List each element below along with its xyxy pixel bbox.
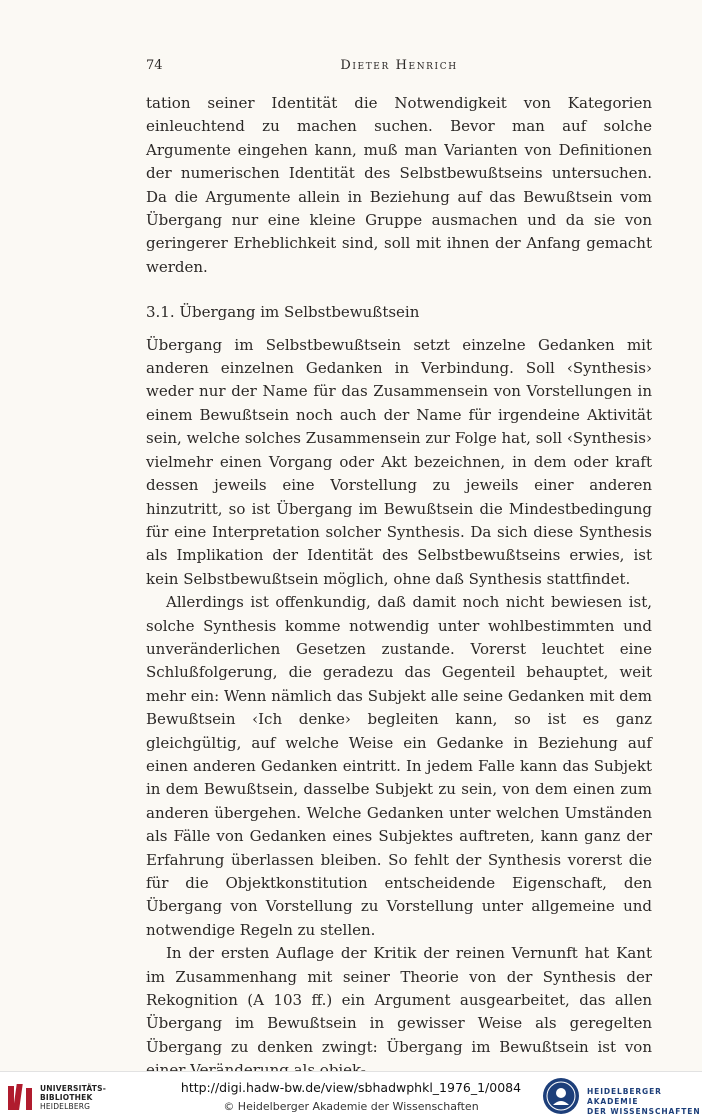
digitization-footer bbox=[0, 1071, 702, 1120]
page-body bbox=[146, 92, 652, 1083]
library-name: UNIVERSITÄTS- BIBLIOTHEK HEIDELBERG bbox=[40, 1084, 107, 1111]
permalink-url[interactable]: http://digi.hadw-bw.de/view/sbhadwphkl_1976_1/0084 bbox=[180, 1080, 522, 1095]
running-head: Dieter Henrich bbox=[340, 58, 458, 73]
paragraph: In der ersten Auflage der Kritik der reinen Vernunft hat Kant im Zusammenhang mit seiner Theorie von der Synthesis der Rekognition (A 103 ff.) ein Argument ausgearbeitet, das allen Übergang im Bewußtsein in gewisser Weise als geregelten Übergang zu denken zwingt: Übergang im Bewußtsein ist von bbox=[146, 944, 652, 1056]
paragraph: Allerdings ist offenkundig, daß damit noch nicht bewiesen ist, solche Synthesis komme notwendig unter wohlbestimmten und unveränderlichen Gesetzen zustande. Vorerst leuchtet eine Schlußfolgerung, die geradezu das Gegenteil behauptet, weit mehr ein: Wenn nämlich das Subjekt alle seine Gedanken mit dem Bewußtsein ‹Ich denke› begleiten kann, so ist es ganz gleichgültig, auf welche Weise ein Gedanke in Beziehung auf einen anderen Gedanken eintritt. In jedem Falle kann das Subjekt in dem Bewußtsein, dasselbe Subjekt zu sein, von dem einen zum anderen übergehen. Welche Gedanken unter welchen Umständen als Fälle von Gedanken eines Subjektes auftreten, kann ganz der Erfahrung überlassen bleiben. So fehlt der Synthesis vorerst die für die Objektkonstitution entscheidende Eigenschaft, den Übergang von Vorstellung zu Vorstellung unter allgemeine und notwendige Regeln zu stellen. bbox=[146, 593, 652, 939]
section-heading: 3.1. Übergang im Selbstbewußtsein bbox=[146, 303, 420, 322]
copyright-notice: © Heidelberger Akademie der Wissenschaften bbox=[223, 1100, 479, 1113]
paragraph: tation seiner Identität die Notwendigkeit von Kategorien einleuchtend zu machen suchen. Bevor man auf solche Argumente eingehen kann, muß man Varianten von Definitionen der numerischen Identität des Selbstbewußtseins untersuchen. Da die Argumente allein in Beziehung auf das Bewußtsein vom Übergang nur eine kleine Gruppe ausmachen und da sie von geringerer Erheblichkeit sind, soll mit ihnen der Anfang gemacht werden. bbox=[146, 94, 652, 276]
page-header bbox=[146, 58, 652, 78]
academy-seal-icon bbox=[542, 1077, 580, 1115]
page-number: 74 bbox=[146, 58, 163, 73]
paragraph: Übergang im Selbstbewußtsein setzt einzelne Gedanken mit anderen einzelnen Gedanken in Verbindung. Soll ‹Synthesis› weder nur der Name für das Zusammensein von Vorstellungen in einem Bewußtsein noch auch der Name für irgendeine Aktivität sein, welche solches Zusammensein zur Folge hat, soll ‹Synthesis› vielmehr einen Vorgang oder Akt bezeichnen, in dem oder kraft dessen jeweils eine Vorstellung zu jeweils einer anderen hinzutritt, so ist Übergang im Bewußtsein die Mindestbedingung für eine Interpretation solcher Synthesis. Da sich diese Synthesis als Implikation der Identität des Selbstbewußtseins erwies, ist kein Selbstbewußtsein möglich, ohne daß Synthesis stattfindet. bbox=[146, 335, 652, 588]
academy-name: HEIDELBERGER AKADEMIE DER WISSENSCHAFTEN bbox=[587, 1087, 701, 1116]
